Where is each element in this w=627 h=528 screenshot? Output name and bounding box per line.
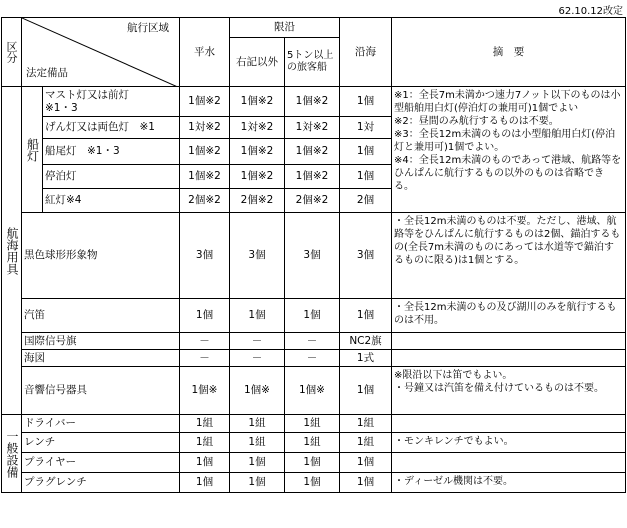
row-teihaku-name: 停泊灯 — [43, 165, 180, 189]
group-general — [2, 415, 22, 493]
note-onkyo: ※限沿以下は笛でもよい。 ・号鐘又は汽笛を備え付けているものは不要。 — [392, 367, 626, 415]
cell: 2個※2 — [285, 189, 340, 213]
note-plugwrench: ・ディーゼル機関は不要。 — [392, 473, 626, 493]
cell: 1個 — [285, 453, 340, 473]
cell: 1個 — [340, 473, 392, 493]
cell: 1式 — [340, 350, 392, 367]
note-empty — [392, 333, 626, 350]
cell: 3個 — [180, 213, 230, 299]
cell: NC2旗 — [340, 333, 392, 350]
mast-name: マスト灯又は前灯 — [45, 88, 129, 101]
cell: － — [285, 350, 340, 367]
cell: 1個※2 — [230, 87, 285, 117]
cell: － — [230, 350, 285, 367]
cell: 1対※2 — [230, 117, 285, 139]
equipment-table — [1, 17, 626, 493]
cell: 3個 — [285, 213, 340, 299]
cell: 1組 — [230, 433, 285, 453]
row-kokushoku-name: 黒色球形形象物 — [22, 213, 180, 299]
cell: 1組 — [230, 415, 285, 433]
note-empty — [392, 415, 626, 433]
cell: 3個 — [340, 213, 392, 299]
cell: 1個※2 — [230, 139, 285, 165]
header-engan: 沿海 — [340, 18, 392, 87]
note-kokushoku: ・全長12m未満のものは不要。ただし、港域、航路等をひんぱんに航行するものは2個、錨泊するもの(全長7m未満のものにあっては水道等で錨泊するものに限る)は1個とする。 — [392, 213, 626, 299]
cell: － — [180, 350, 230, 367]
cell: 1対 — [340, 117, 392, 139]
note-wrench: ・モンキレンチでもよい。 — [392, 433, 626, 453]
cell: 1個 — [230, 473, 285, 493]
cell: 1個 — [285, 299, 340, 333]
mast-sub: ※1・3 — [45, 101, 78, 114]
cell: 1個 — [340, 139, 392, 165]
header-heisui: 平水 — [180, 18, 230, 87]
revision-date: 62.10.12改定 — [558, 6, 623, 17]
cell: － — [230, 333, 285, 350]
header-area: 航行区域 — [127, 22, 169, 34]
header-equipment: 法定備品 — [26, 67, 68, 79]
header-5ton: 5トン以上の旅客船 — [285, 38, 340, 87]
cell: 1個 — [180, 473, 230, 493]
row-onkyo-name: 音響信号器具 — [22, 367, 180, 415]
header-diagonal-cell — [22, 18, 180, 87]
cell: － — [180, 333, 230, 350]
cell: 3個 — [230, 213, 285, 299]
cell: 1組 — [340, 415, 392, 433]
cell: 1個※2 — [230, 165, 285, 189]
group-general-label: 一般設備 — [5, 429, 19, 478]
row-wrench-name: レンチ — [22, 433, 180, 453]
cell: 2個※2 — [180, 189, 230, 213]
cell: 1組 — [180, 433, 230, 453]
cell: 2個 — [340, 189, 392, 213]
cell: 1個 — [340, 165, 392, 189]
row-mast-name — [43, 87, 180, 117]
cell: 1個 — [340, 367, 392, 415]
cell: 1個※ — [285, 367, 340, 415]
cell: 1個※ — [230, 367, 285, 415]
cell: 1個 — [340, 299, 392, 333]
cell: 1個※2 — [180, 87, 230, 117]
cell: 1組 — [340, 433, 392, 453]
cell: 1個 — [180, 453, 230, 473]
cell: － — [285, 333, 340, 350]
group-lights — [22, 87, 43, 213]
row-gengen-name: げん灯又は両色灯 ※1 — [43, 117, 180, 139]
cell: 1対※2 — [180, 117, 230, 139]
note-lights: ※1：全長7m未満かつ速力7ノット以下のものは小型船舶用白灯(停泊灯の兼用可)1個でよい ※2：昼間のみ航行するものは不要。 ※3：全長12m未満のものは小型船舶用白灯(停泊灯と兼用可)1個でよい。 ※4：全長12m未満のものであって港域、航路等をひんぱんに航行するもの以外のものは省略できる。 — [392, 87, 626, 213]
row-driver-name: ドライバー — [22, 415, 180, 433]
cell: 1個 — [230, 299, 285, 333]
row-senbi-name: 船尾灯 ※1・3 — [43, 139, 180, 165]
cell: 1組 — [180, 415, 230, 433]
row-koutou-name: 紅灯※4 — [43, 189, 180, 213]
group-navigation-label: 航海用具 — [5, 226, 19, 275]
note-kiteki: ・全長12m未満のもの及び湖川のみを航行するものは不用。 — [392, 299, 626, 333]
header-gen-en: 限沿 — [230, 18, 340, 38]
note-empty — [392, 453, 626, 473]
header-summary: 摘 要 — [392, 18, 626, 87]
cell: 1個 — [230, 453, 285, 473]
cell: 1個※2 — [285, 165, 340, 189]
cell: 1個 — [180, 299, 230, 333]
header-migi-igai: 右記以外 — [230, 38, 285, 87]
cell: 1対※2 — [285, 117, 340, 139]
row-plugwrench-name: プラグレンチ — [22, 473, 180, 493]
cell: 1組 — [285, 433, 340, 453]
cell: 1個※2 — [285, 139, 340, 165]
row-kiteki-name: 汽笛 — [22, 299, 180, 333]
group-navigation — [2, 87, 22, 415]
cell: 1個 — [340, 87, 392, 117]
note-empty — [392, 350, 626, 367]
cell: 1個 — [340, 453, 392, 473]
row-plier-name: プライヤー — [22, 453, 180, 473]
row-kaizu-name: 海図 — [22, 350, 180, 367]
cell: 1個※2 — [180, 165, 230, 189]
header-kubun: 区分 — [2, 18, 22, 87]
cell: 1個※2 — [285, 87, 340, 117]
cell: 2個※2 — [230, 189, 285, 213]
cell: 1組 — [285, 415, 340, 433]
cell: 1個※2 — [180, 139, 230, 165]
row-kokusai-name: 国際信号旗 — [22, 333, 180, 350]
cell: 1個※ — [180, 367, 230, 415]
group-lights-label: 船灯 — [25, 137, 40, 162]
cell: 1個 — [285, 473, 340, 493]
